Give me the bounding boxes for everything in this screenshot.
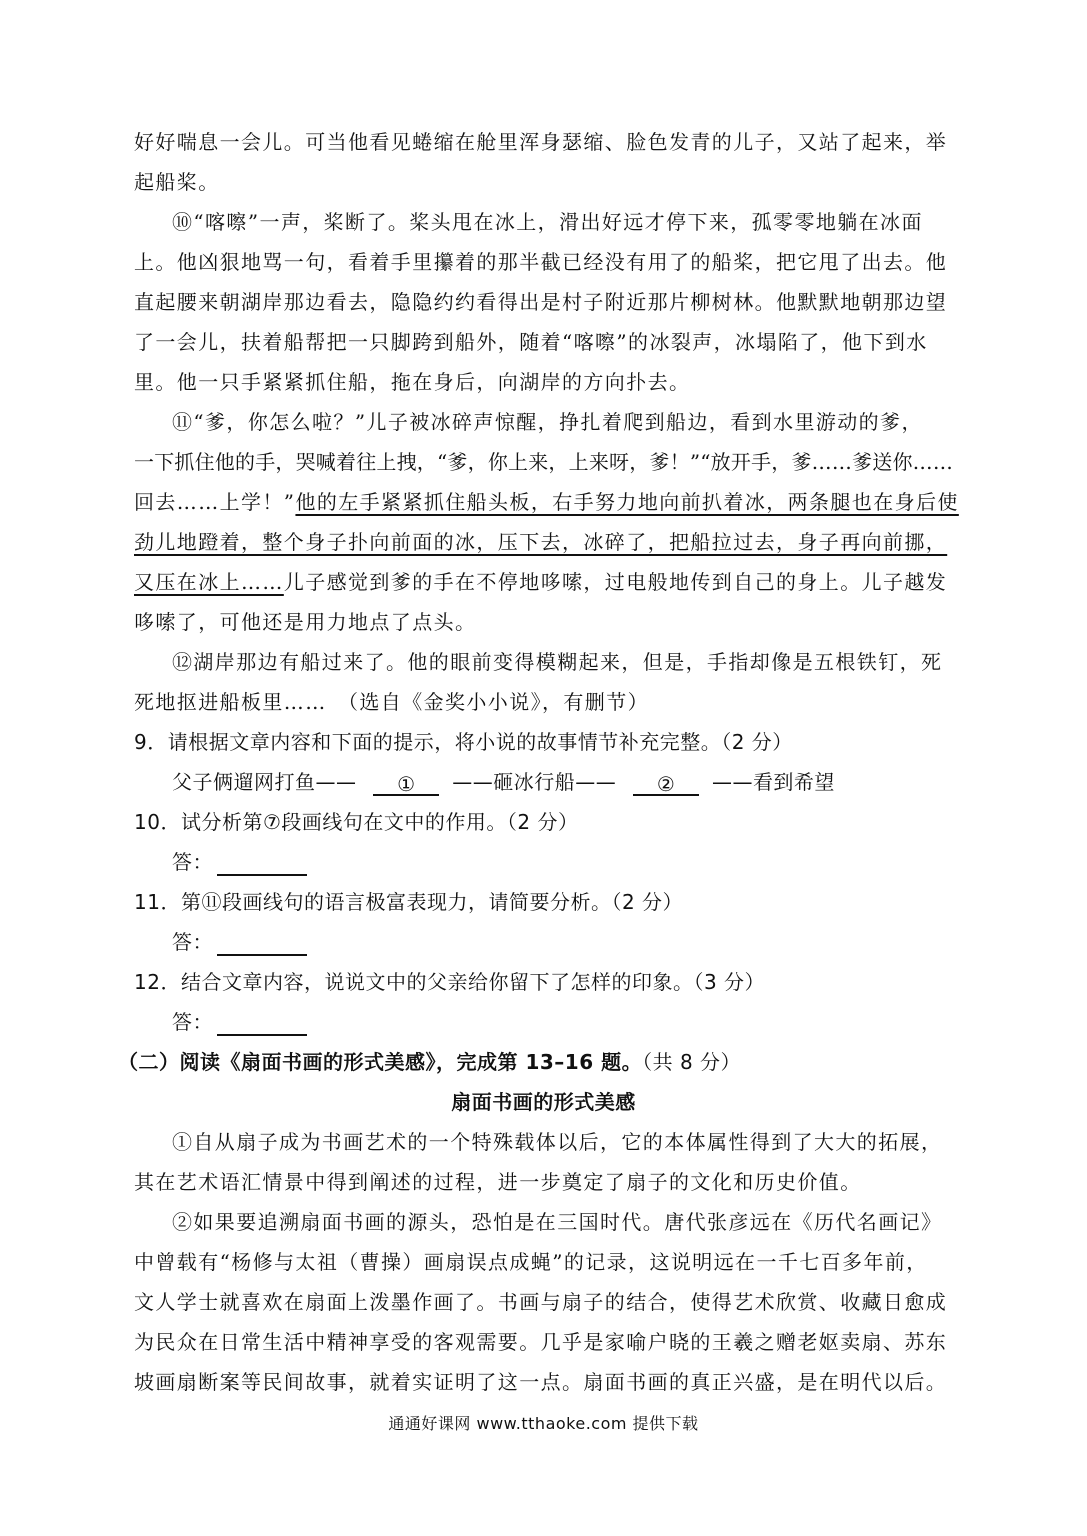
answer-field-11[interactable] xyxy=(217,930,307,956)
paragraph-11-line-5 xyxy=(134,568,947,596)
paragraph-10-line-3: 直起腰来朝湖岸那边看去，隐隐约约看得出是村子附近那片柳树林。他默默地朝那边望 xyxy=(134,290,948,314)
question-9-plot-sequence xyxy=(172,768,835,796)
question-9: 9．请根据文章内容和下面的提示，将小说的故事情节补充完整。（2 分） xyxy=(134,730,793,754)
paragraph-11-line-3-plain: 回去……上学！” xyxy=(134,490,296,514)
paragraph-11-line-3 xyxy=(134,488,959,516)
article-paragraph-2-line-1: ②如果要追溯扇面书画的源头，恐怕是在三国时代。唐代张彦远在《历代名画记》 xyxy=(172,1210,943,1234)
paragraph-11-line-6: 哆嗦了，可他还是用力地点了点头。 xyxy=(134,610,477,634)
paragraph-11-line-2: 一下抓住他的手，哭喊着往上拽，“爹，你上来，上来呀，爹！”“放开手，爹……爹送你…… xyxy=(134,450,954,474)
answer-blank-2[interactable]: ② xyxy=(633,770,699,796)
question-11: 11．第⑪段画线句的语言极富表现力，请简要分析。（2 分） xyxy=(134,890,684,914)
paragraph-12-line-2: 死地抠进船板里…… （选自《金奖小小说》，有删节） xyxy=(134,690,649,714)
article-paragraph-2-line-2: 中曾载有“杨修与太祖（曹操）画扇误点成蝇”的记录，这说明远在一千七百多年前， xyxy=(134,1250,928,1274)
paragraph-10-line-4: 了一会儿，扶着船帮把一只脚跨到船外，随着“喀嚓”的冰裂声，冰塌陷了，他下到水 xyxy=(134,330,928,354)
answer-field-10[interactable] xyxy=(217,850,307,876)
paragraph-12-line-1: ⑫湖岸那边有船过来了。他的眼前变得模糊起来，但是，手指却像是五根铁钉，死 xyxy=(172,650,943,674)
underlined-sentence-part-2: 劲儿地蹬着，整个身子扑向前面的冰，压下去，冰碎了，把船拉过去，身子再向前挪， xyxy=(134,530,948,554)
underlined-sentence-part-1: 他的左手紧紧抓住船头板，右手努力地向前扒着冰，两条腿也在身后使 xyxy=(295,490,959,514)
article-paragraph-1-line-2: 其在艺术语汇情景中得到阐述的过程，进一步奠定了扇子的文化和历史价值。 xyxy=(134,1170,862,1194)
answer-field-12[interactable] xyxy=(217,1010,307,1036)
paragraph-10-line-2: 上。他凶狠地骂一句，看着手里攥着的那半截已经没有用了的船桨，把它甩了出去。他 xyxy=(134,250,948,274)
page-footer: 通通好课网 www.tthaoke.com 提供下载 xyxy=(388,1414,699,1433)
article-title: 扇面书画的形式美感 xyxy=(451,1090,636,1114)
plot-step-3: ——砸冰行船—— xyxy=(452,770,617,794)
question-12-answer xyxy=(172,1008,307,1036)
section-2-heading-bold: （二）阅读《扇面书画的形式美感》，完成第 13–16 题。 xyxy=(118,1050,643,1074)
question-12: 12．结合文章内容，说说文中的父亲给你留下了怎样的印象。（3 分） xyxy=(134,970,766,994)
paragraph-11-line-5-plain: 儿子感觉到爹的手在不停地哆嗦，过电般地传到自己的身上。儿子越发 xyxy=(283,570,948,594)
article-paragraph-2-line-4: 为民众在日常生活中精神享受的客观需要。几乎是家喻户晓的王羲之赠老妪卖扇、苏东 xyxy=(134,1330,948,1354)
answer-label: 答： xyxy=(172,1010,213,1034)
question-11-answer xyxy=(172,928,307,956)
section-2-points: （共 8 分） xyxy=(642,1050,742,1074)
question-10: 10．试分析第⑦段画线句在文中的作用。（2 分） xyxy=(134,810,579,834)
plot-step-1: 父子俩遛网打鱼—— xyxy=(172,770,357,794)
article-paragraph-2-line-5: 坡画扇断案等民间故事，就着实证明了这一点。扇面书画的真正兴盛，是在明代以后。 xyxy=(134,1370,948,1394)
section-2-heading xyxy=(118,1048,741,1076)
question-10-answer xyxy=(172,848,307,876)
plot-step-5: ——看到希望 xyxy=(711,770,835,794)
answer-blank-1[interactable]: ① xyxy=(373,770,439,796)
answer-label: 答： xyxy=(172,930,213,954)
underlined-sentence-part-3: 又压在冰上…… xyxy=(134,570,284,594)
article-paragraph-1-line-1: ①自从扇子成为书画艺术的一个特殊载体以后，它的本体属性得到了大大的拓展， xyxy=(172,1130,943,1154)
paragraph-11-line-1: ⑪“爹，你怎么啦？”儿子被冰碎声惊醒，挣扎着爬到船边，看到水里游动的爹， xyxy=(172,410,923,434)
story-line-2: 起船桨。 xyxy=(134,170,220,194)
paragraph-10-line-5: 里。他一只手紧紧抓住船，拖在身后，向湖岸的方向扑去。 xyxy=(134,370,691,394)
paragraph-10-line-1: ⑩“喀嚓”一声，桨断了。桨头甩在冰上，滑出好远才停下来，孤零零地躺在冰面 xyxy=(172,210,923,234)
answer-label: 答： xyxy=(172,850,213,874)
article-paragraph-2-line-3: 文人学士就喜欢在扇面上泼墨作画了。书画与扇子的结合，使得艺术欣赏、收藏日愈成 xyxy=(134,1290,948,1314)
story-line-1: 好好喘息一会儿。可当他看见蜷缩在舱里浑身瑟缩、脸色发青的儿子，又站了起来，举 xyxy=(134,130,948,154)
